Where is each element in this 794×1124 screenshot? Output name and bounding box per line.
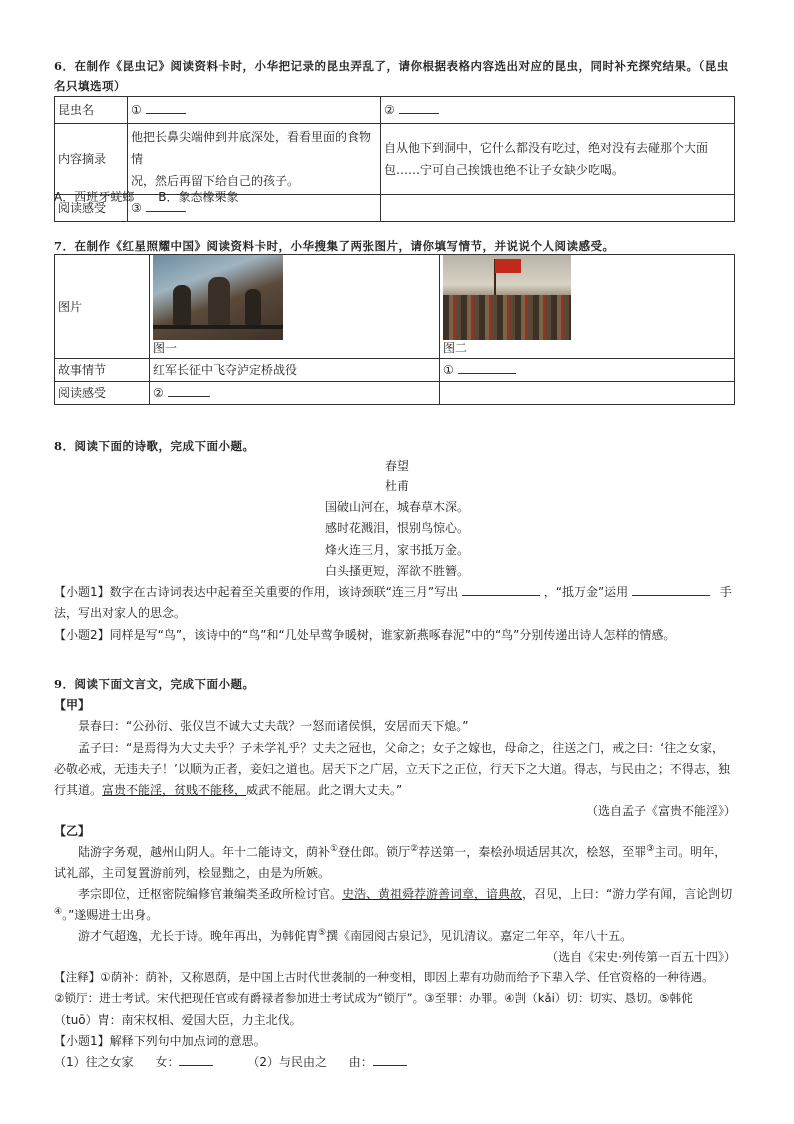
q7-title: 7．在制作《红星照耀中国》阅读资料卡时，小华搜集了两张图片，请你填写情节，并说说个人阅读感受。 bbox=[54, 239, 615, 253]
long-march-bridge-image bbox=[153, 255, 283, 340]
q8-sub1-blank-2[interactable] bbox=[632, 583, 710, 596]
q6-cell-header: 昆虫名 bbox=[55, 97, 128, 124]
section-yi: 【乙】 bbox=[54, 824, 91, 838]
q6-cell-excerpt-label: 内容摘录 bbox=[55, 124, 128, 195]
note-3: （tuō）胄：南宋权相、爱国大臣，力主北伐。 bbox=[54, 1013, 302, 1027]
note-1: 【注释】①荫补：荫补，又称恩荫，是中国上古时代世袭制的一种变相，即因上辈有功勋而给予下辈入学、任官资格的一种待遇。 bbox=[54, 970, 714, 984]
yi-para-1b: 试礼部，主司复置游前列，桧显黜之，由是为所嫉。 bbox=[54, 866, 331, 880]
q7-cell-plot-1: 红军长征中飞夺泸定桥战役 bbox=[150, 359, 440, 382]
yi-para-3: 游才气超逸，尤长于诗。晚年再出，为韩侂胄⑤撰《南园阅古泉记》，见讥清议。嘉定二年卒，年八十五。 bbox=[78, 928, 633, 943]
jia-para-1: 景春曰：“公孙衍、张仪岂不诚大丈夫哉？一怒而诸侯惧，安居而天下熄。” bbox=[78, 719, 469, 733]
q7-cell-feeling-answer[interactable]: ② bbox=[150, 382, 440, 405]
yi-para-1a: 陆游字务观，越州山阴人。年十二能诗文，荫补①登仕郎。锁厅②荐送第一，秦桧孙埙适居其次，桧怒，至罪③主司。明年， bbox=[78, 844, 727, 859]
image-2-caption: 图二 bbox=[443, 341, 468, 355]
q7-cell-feeling-label: 阅读感受 bbox=[55, 382, 150, 405]
q8-sub1-blank-1[interactable] bbox=[462, 583, 540, 596]
q9-title: 9．阅读下面文言文，完成下面小题。 bbox=[54, 677, 255, 691]
q7-cell-plot-label: 故事情节 bbox=[55, 359, 150, 382]
q7-table bbox=[54, 254, 735, 405]
jia-para-2c: 行其道。富贵不能淫，贫贱不能移，威武不能屈。此之谓大丈夫。” bbox=[54, 783, 403, 797]
q6-cell-feeling-label: 阅读感受 bbox=[55, 195, 128, 222]
poem-title: 春望 bbox=[384, 459, 409, 473]
q9-item1-blank[interactable] bbox=[179, 1053, 213, 1066]
q6-cell-insect-1[interactable]: ① bbox=[128, 97, 381, 124]
source-yi: （选自《宋史·列传第一百五十四》） bbox=[546, 950, 736, 964]
q7-cell-image-1 bbox=[150, 255, 440, 359]
jia-para-2b: 必敬必戒，无违夫子！’以顺为正者，妾妇之道也。居天下之广居，立天下之正位，行天下之大道。得志，与民由之；不得志，独 bbox=[54, 762, 730, 776]
poem-author: 杜甫 bbox=[384, 479, 409, 493]
poem-line-4: 白头搔更短，浑欲不胜簪。 bbox=[324, 564, 469, 578]
q9-sub1: 【小题1】解释下列句中加点词的意思。 bbox=[54, 1034, 266, 1048]
q9-sub1-items: （1）往之女家 女： （2）与民由之 由： bbox=[54, 1053, 407, 1070]
red-army-crowd-image bbox=[443, 255, 571, 340]
q7-cell-image-2 bbox=[440, 255, 735, 359]
q6-cell-feeling-answer[interactable]: ③ bbox=[128, 195, 381, 222]
poem-line-2: 感时花溅泪，恨别鸟惊心。 bbox=[324, 521, 469, 535]
yi-para-2a: 孝宗即位，迁枢密院编修官兼编类圣政所检讨官。史浩、黄祖舜荐游善词章，谙典故，召见，上曰：“游力学有闻，言论剀切 bbox=[78, 887, 733, 901]
q6-title-continued: 名只填选项） bbox=[54, 79, 126, 93]
q8-title: 8．阅读下面的诗歌，完成下面小题。 bbox=[54, 439, 255, 453]
jia-para-2a: 孟子曰：“是焉得为大丈夫乎？子未学礼乎？丈夫之冠也，父命之；女子之嫁也，母命之，往送之门，戒之曰：‘往之女家， bbox=[78, 741, 725, 755]
yi-para-2b: ④。”遂赐进士出身。 bbox=[54, 907, 159, 922]
q9-item2-blank[interactable] bbox=[373, 1053, 407, 1066]
q6-options: A．西班牙蜣螂 B．象态橡栗象 bbox=[54, 190, 239, 204]
q8-sub1: 【小题1】数字在古诗词表达中起着至关重要的作用，该诗颈联“连三月”写出 ，“抵万金”运用 手 bbox=[54, 585, 732, 599]
note-2: ②锁厅：进士考试。宋代把现任官或有爵禄者参加进士考试成为“锁厅”。③至罪：办罪。④剀（kǎi）切：切实、恳切。⑤韩侂 bbox=[54, 991, 693, 1005]
q6-cell-empty bbox=[381, 195, 735, 222]
q6-title: 6．在制作《昆虫记》阅读资料卡时，小华把记录的昆虫弄乱了，请你根据表格内容选出对应的昆虫，同时补充探究结果。（昆虫 bbox=[54, 59, 729, 73]
q6-cell-excerpt-1: 他把长鼻尖端伸到井底深处，看看里面的食物情 况，然后再留下给自己的孩子。 bbox=[128, 124, 381, 195]
q8-sub1-cont: 法，写出对家人的思念。 bbox=[54, 606, 187, 620]
q7-cell-image-label: 图片 bbox=[55, 255, 150, 359]
q6-cell-excerpt-2: 自从他下到洞中，它什么都没有吃过，绝对没有去碰那个大面 包……宁可自己挨饿也绝不让子女缺少吃喝。 bbox=[381, 124, 735, 195]
poem-line-3: 烽火连三月，家书抵万金。 bbox=[324, 543, 469, 557]
q6-cell-insect-2[interactable]: ② bbox=[381, 97, 735, 124]
source-jia: （选自孟子《富贵不能淫》） bbox=[585, 804, 736, 818]
section-jia: 【甲】 bbox=[54, 698, 91, 712]
q8-sub2: 【小题2】同样是写“鸟”，该诗中的“鸟”和“几处早莺争暖树，谁家新燕啄春泥”中的“鸟”分别传递出诗人怎样的情感。 bbox=[54, 628, 676, 642]
q7-cell-plot-2[interactable]: ① bbox=[440, 359, 735, 382]
q7-cell-empty bbox=[440, 382, 735, 405]
image-1-caption: 图一 bbox=[153, 341, 178, 355]
poem-line-1: 国破山河在，城春草木深。 bbox=[324, 500, 469, 514]
